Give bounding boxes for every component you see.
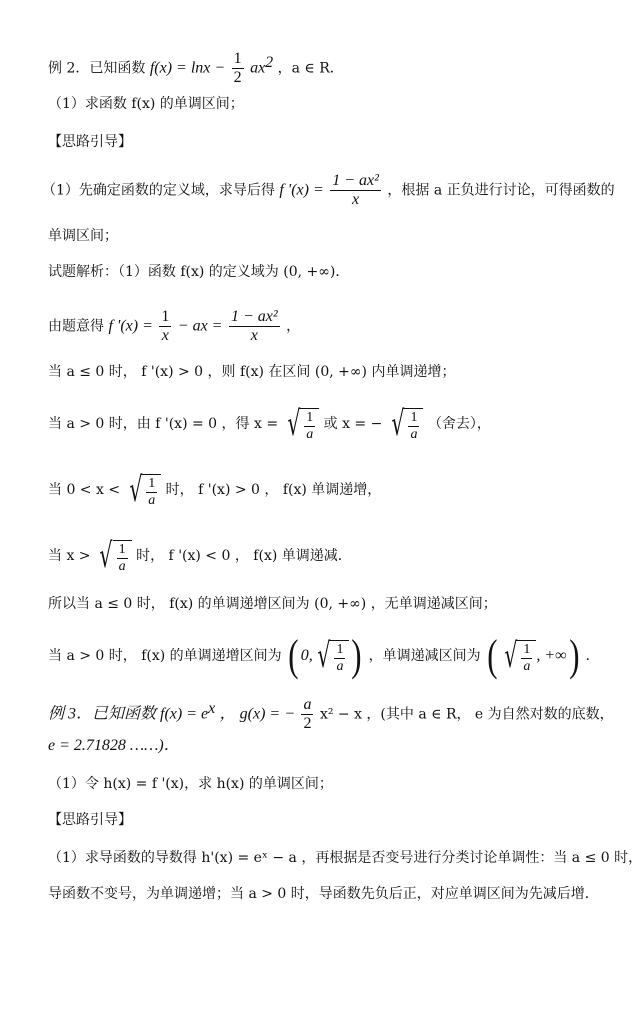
hint2-line-1: （1）求导函数的导数得 h'(x) = eˣ − a ，再根据是否变号进行分类讨论单调性：当 a ≤ 0 时， (48, 850, 642, 866)
example2-statement (48, 50, 344, 87)
sqrt-1-over-a (95, 536, 132, 576)
derivative-suffix: ， (286, 318, 301, 335)
example3-statement (48, 696, 614, 733)
radical-icon: √ (504, 636, 518, 676)
frac-num: 1 (148, 476, 156, 491)
euler-constant: e = 2.71828 ……)． (48, 737, 180, 754)
example2-exp: 2 (265, 53, 274, 71)
interval-1-left: 0, (300, 647, 313, 664)
interval-2-right: , +∞ (536, 647, 567, 664)
radical-icon: √ (99, 536, 113, 576)
sqrt-1-over-a (313, 636, 350, 676)
conclusion-a-nonpositive: 所以当 a ≤ 0 时， f(x) 的单调递增区间为 (0, +∞) ，无单调递减区间； (48, 596, 497, 612)
frac-num: 1 − ax² (332, 172, 379, 189)
conclusion-mid: ，单调递减区间为 (368, 648, 481, 664)
solution-domain: 试题解析：（1）函数 f(x) 的定义域为 (0, +∞)． (48, 264, 350, 280)
radical-icon: √ (391, 404, 405, 444)
case-increasing (48, 470, 381, 510)
derivative-frac-1 (159, 308, 171, 345)
frac-num: a (303, 696, 312, 713)
sqrt-1-over-a-neg (387, 404, 424, 444)
hint-derivative-frac (330, 172, 381, 209)
example2-condition: ，a ∈ R． (277, 60, 344, 77)
sqrt-1-over-a (125, 470, 162, 510)
case-a-positive-roots (48, 404, 491, 444)
example3-exp: x (208, 699, 216, 717)
frac-num: 1 (336, 642, 344, 657)
example3-tail: x² − x ，(其中 a ∈ R， e 为自然对数的底数， (319, 706, 614, 723)
example3-prefix: 例 3．已知函数 f(x) = e (48, 705, 209, 723)
radical-icon: √ (317, 636, 331, 676)
frac-num: 1 − ax² (230, 308, 278, 325)
hint-heading-2: 【思路引导】 (48, 812, 132, 828)
frac-num: 1 (410, 410, 418, 425)
conclusion-suffix: ． (585, 648, 600, 664)
roots-mid: 或 x = − (323, 416, 383, 432)
frac-den: 2 (233, 69, 242, 86)
sqrt-1-over-a (500, 636, 537, 676)
increasing-prefix: 当 0 < x < (48, 482, 121, 498)
frac-den: x (250, 327, 258, 344)
example2-prefix: 例 2．已知函数 (48, 60, 146, 77)
frac-den: a (410, 427, 418, 442)
frac-num: 1 (306, 410, 314, 425)
frac-num: 1 (161, 308, 170, 325)
hint-heading-1: 【思路引导】 (48, 134, 132, 150)
hint-prefix: （1）先确定函数的定义域，求导后得 (42, 182, 275, 199)
frac-num: 1 (523, 642, 531, 657)
question-1: （1）求函数 f(x) 的单调区间； (48, 96, 244, 112)
left-paren-icon: ( (288, 631, 299, 680)
derivative-prefix: 由题意得 (48, 318, 104, 335)
example2-function: f(x) = lnx − (149, 59, 226, 77)
frac-den: a (148, 493, 156, 508)
frac-num: 1 (233, 50, 242, 67)
case-a-nonpositive: 当 a ≤ 0 时， f '(x) > 0 ，则 f(x) 在区间 (0, +∞) 内单调递增； (48, 364, 456, 380)
left-paren-icon: ( (487, 631, 498, 680)
conclusion-a-positive (48, 631, 600, 680)
solution-derivative (48, 308, 300, 345)
example2-ax: ax (250, 59, 266, 77)
decreasing-prefix: 当 x > (48, 548, 91, 564)
hint-suffix: ，根据 a 正负进行讨论，可得函数的 (387, 182, 615, 199)
question-example3: （1）令 h(x) = f '(x)，求 h(x) 的单调区间； (48, 776, 333, 792)
hint-line-2: 单调区间； (48, 228, 118, 244)
frac-den: x (352, 191, 360, 208)
hint-derivative-lhs: f '(x) = (279, 181, 324, 199)
frac-den: a (336, 659, 344, 674)
hint-line-1 (42, 172, 615, 209)
frac-den: a (306, 427, 314, 442)
example3-fraction (301, 696, 313, 733)
example2-fraction (232, 50, 244, 87)
decreasing-suffix: 时， f '(x) < 0 ， f(x) 单调递减． (136, 548, 352, 564)
derivative-frac-2 (229, 308, 280, 345)
frac-den: a (118, 559, 126, 574)
sqrt-1-over-a (283, 404, 320, 444)
radical-icon: √ (286, 404, 300, 444)
example3-mid: ， g(x) = − (219, 705, 296, 723)
hint2-line-2: 导函数不变号，为单调递增；当 a > 0 时，导函数先负后正，对应单调区间为先减后增． (48, 886, 599, 902)
increasing-suffix: 时， f '(x) > 0 ， f(x) 单调递增， (165, 482, 382, 498)
frac-den: a (523, 659, 531, 674)
conclusion-prefix: 当 a > 0 时， f(x) 的单调递增区间为 (48, 648, 282, 664)
frac-num: 1 (118, 542, 126, 557)
right-paren-icon: ) (568, 631, 580, 680)
derivative-lhs: f '(x) = (108, 317, 153, 335)
frac-den: x (161, 327, 169, 344)
right-paren-icon: ) (351, 631, 362, 680)
derivative-mid: − ax = (177, 317, 223, 335)
case-decreasing (48, 536, 352, 576)
roots-suffix: （舍去）， (427, 416, 491, 432)
frac-den: 2 (303, 715, 312, 732)
radical-icon: √ (128, 470, 142, 510)
roots-prefix: 当 a > 0 时，由 f '(x) = 0 ，得 x = (48, 416, 279, 432)
